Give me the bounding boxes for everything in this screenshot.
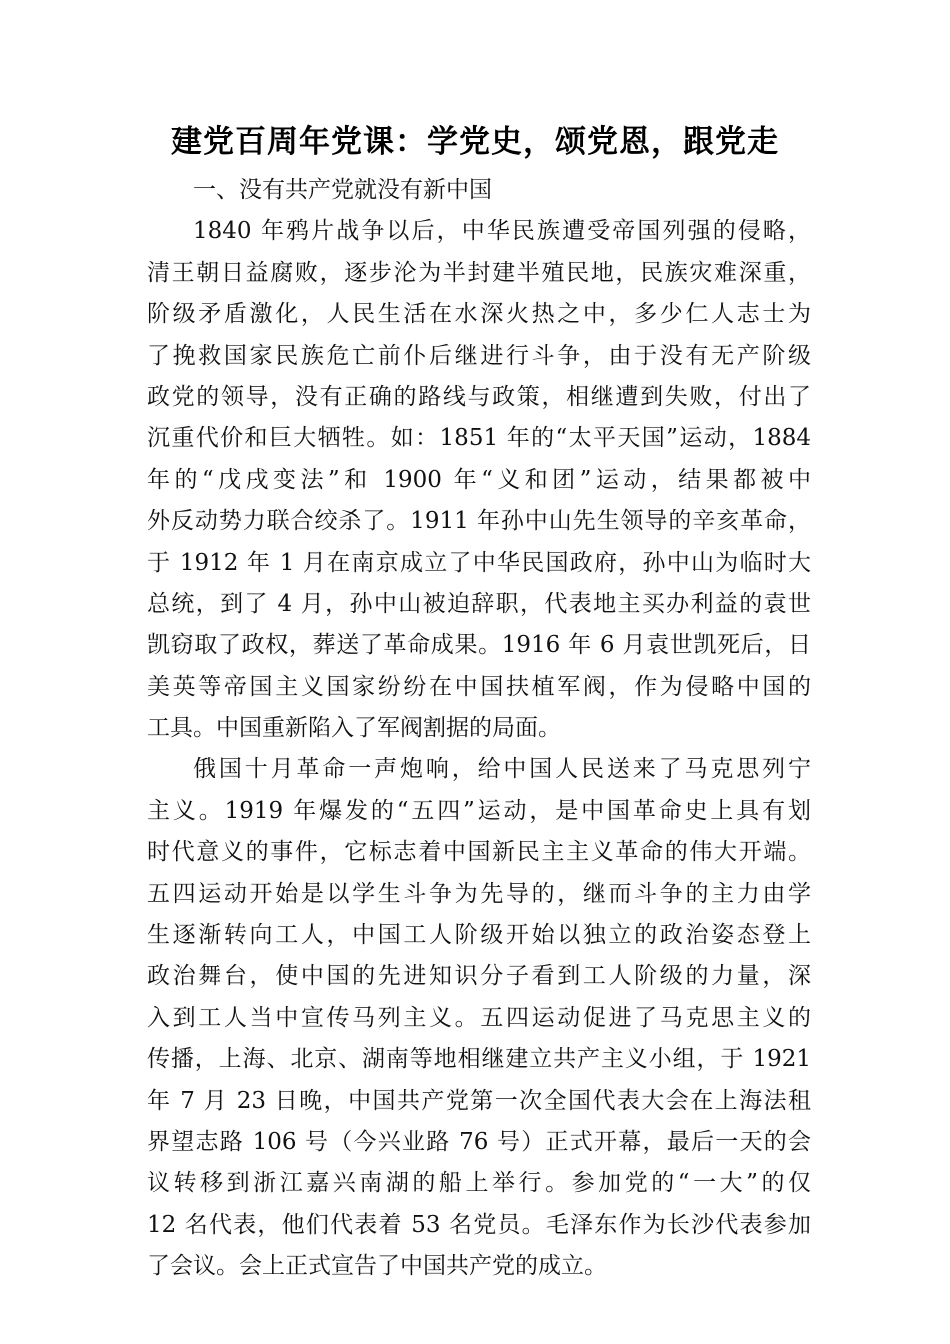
paragraph-line: 总统，到了 4 月，孙中山被迫辞职，代表地主买办利益的袁世 (147, 590, 811, 617)
paragraph-line: 于 1912 年 1 月在南京成立了中华民国政府，孙中山为临时大 (147, 549, 811, 576)
paragraph-line: 1840 年鸦片战争以后，中华民族遭受帝国列强的侵略， (193, 218, 811, 245)
paragraph-line: 外反动势力联合绞杀了。1911 年孙中山先生领导的辛亥革命， (147, 508, 811, 535)
paragraph-line: 政治舞台，使中国的先进知识分子看到工人阶级的力量，深 (147, 963, 811, 990)
paragraph-1 (147, 211, 811, 749)
paragraph-line: 年 7 月 23 日晚，中国共产党第一次全国代表大会在上海法租 (147, 1087, 811, 1114)
paragraph-line: 了会议。会上正式宣告了中国共产党的成立。 (147, 1253, 607, 1280)
paragraph-line: 工具。中国重新陷入了军阀割据的局面。 (147, 715, 561, 742)
paragraph-line: 入到工人当中宣传马列主义。五四运动促进了马克思主义的 (147, 1004, 811, 1031)
paragraph-line: 界望志路 106 号（今兴业路 76 号）正式开幕，最后一天的会 (147, 1128, 811, 1155)
document-title: 建党百周年党课：学党史，颂党恩，跟党走 (171, 124, 779, 160)
section-heading: 一、没有共产党就没有新中国 (193, 177, 492, 203)
paragraph-line: 了挽救国家民族危亡前仆后继进行斗争，由于没有无产阶级 (147, 342, 811, 369)
paragraph-line: 议转移到浙江嘉兴南湖的船上举行。参加党的“一大”的仅 (147, 1170, 811, 1197)
document-body (147, 170, 811, 1288)
paragraph-line: 时代意义的事件，它标志着中国新民主主义革命的伟大开端。 (147, 839, 811, 866)
paragraph-line: 俄国十月革命一声炮响，给中国人民送来了马克思列宁 (193, 756, 811, 783)
paragraph-line: 政党的领导，没有正确的路线与政策，相继遭到失败，付出了 (147, 383, 811, 410)
paragraph-line: 12 名代表，他们代表着 53 名党员。毛泽东作为长沙代表参加 (147, 1211, 811, 1238)
paragraph-line: 沉重代价和巨大牺牲。如：1851 年的“太平天国”运动，1884 (147, 425, 811, 452)
paragraph-2 (147, 749, 811, 1287)
paragraph-line: 美英等帝国主义国家纷纷在中国扶植军阀，作为侵略中国的 (147, 673, 811, 700)
paragraph-line: 传播，上海、北京、湖南等地相继建立共产主义小组，于 1921 (147, 1046, 811, 1073)
paragraph-line: 凯窃取了政权，葬送了革命成果。1916 年 6 月袁世凯死后，日 (147, 632, 811, 659)
paragraph-line: 主义。1919 年爆发的“五四”运动，是中国革命史上具有划 (147, 797, 811, 824)
paragraph-line: 清王朝日益腐败，逐步沦为半封建半殖民地，民族灾难深重， (147, 259, 811, 286)
paragraph-line: 五四运动开始是以学生斗争为先导的，继而斗争的主力由学 (147, 880, 811, 907)
paragraph-line: 生逐渐转向工人，中国工人阶级开始以独立的政治姿态登上 (147, 922, 811, 949)
paragraph-line: 年的“戊戌变法”和 1900 年“义和团”运动，结果都被中 (147, 466, 811, 493)
paragraph-line: 阶级矛盾激化，人民生活在水深火热之中，多少仁人志士为 (147, 301, 811, 328)
